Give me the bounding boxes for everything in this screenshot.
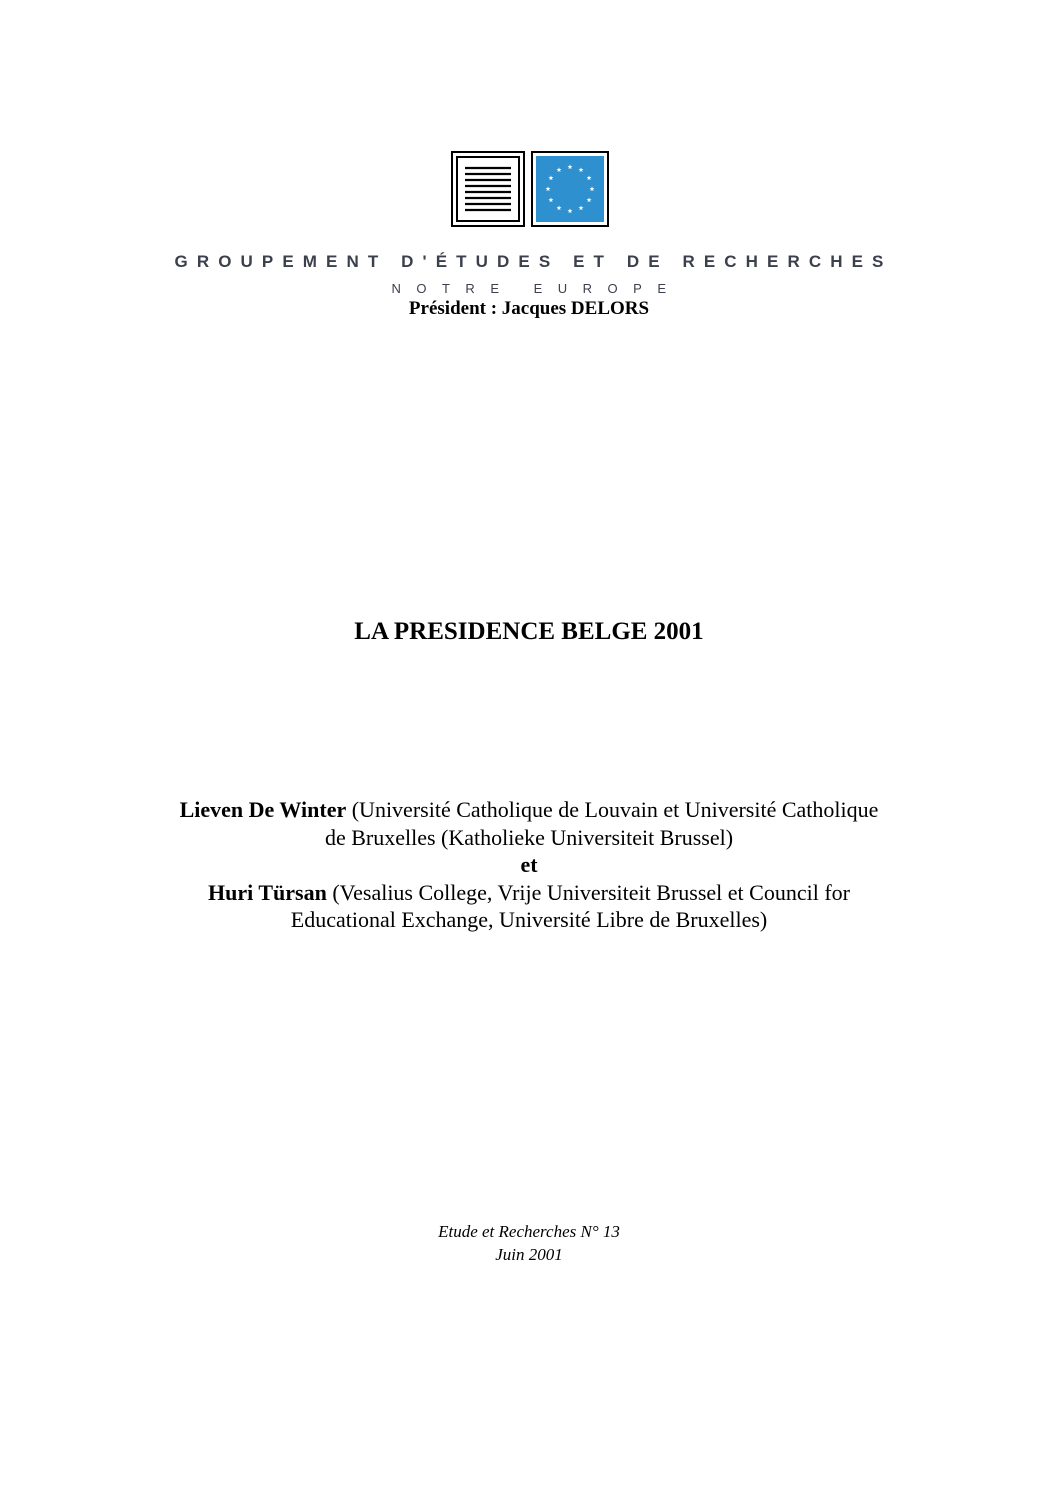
lines-icon bbox=[452, 152, 524, 226]
author1-name: Lieven De Winter bbox=[179, 797, 347, 822]
author1-line1 bbox=[100, 796, 958, 824]
document-title: LA PRESIDENCE BELGE 2001 bbox=[354, 618, 704, 645]
author2-name: Huri Türsan bbox=[208, 879, 327, 905]
conjunction: et bbox=[520, 852, 538, 877]
organization-name: GROUPEMENT D'ÉTUDES ET DE RECHERCHES bbox=[174, 252, 893, 271]
notre-europe-logo bbox=[451, 151, 609, 227]
authors-block bbox=[100, 796, 958, 934]
author2-affiliation-2: Educational Exchange, Université Libre de Bruxelles) bbox=[290, 907, 768, 932]
series-block bbox=[0, 1220, 1058, 1266]
organization-subtitle: NOTRE EUROPE bbox=[391, 281, 682, 296]
author2-affiliation-1: (Vesalius College, Vrije Universiteit Brussel et Council for bbox=[332, 879, 850, 905]
author1-affiliation-2: de Bruxelles (Katholieke Universiteit Brussel) bbox=[324, 824, 734, 850]
author2-line1 bbox=[100, 879, 958, 907]
conjunction-line bbox=[100, 851, 958, 879]
series-number: Etude et Recherches N° 13 bbox=[438, 1222, 620, 1241]
series-date: Juin 2001 bbox=[495, 1245, 563, 1264]
president-line: Président : Jacques DELORS bbox=[408, 298, 650, 319]
eu-stars-icon bbox=[532, 152, 608, 226]
author1-affiliation-1: (Université Catholique de Louvain et Université Catholique bbox=[351, 797, 879, 822]
